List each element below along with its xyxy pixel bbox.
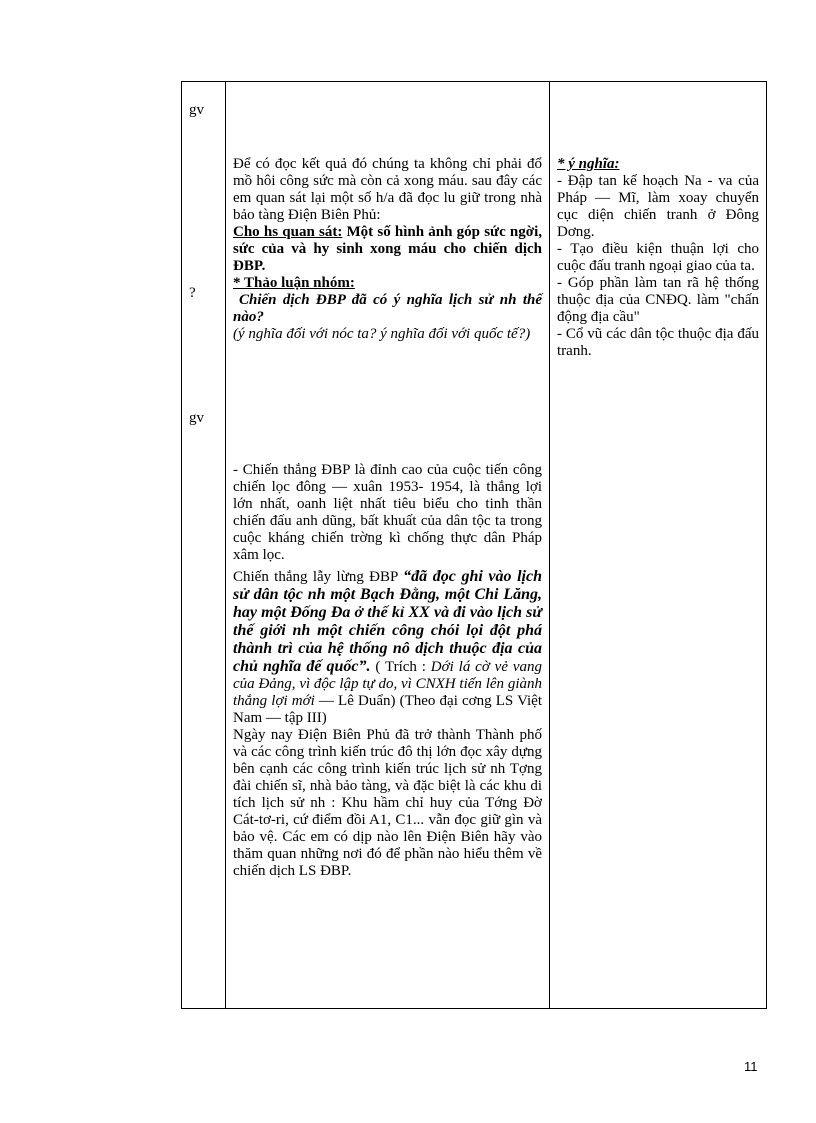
- cite-tail: — Lê Duẩn) (Theo đại cơng LS Việt Nam — tập III): [233, 693, 543, 726]
- discussion-label: * Thảo luận nhóm:: [233, 275, 355, 291]
- lesson-table: [181, 81, 767, 1009]
- cite-lead: ( Trích :: [370, 659, 431, 675]
- column-divider-left: [225, 82, 226, 1008]
- significance-item: - Tạo điều kiện thuận lợi cho cuộc đấu tranh ngoại giao của ta.: [557, 241, 759, 274]
- observe-paragraph: [233, 224, 542, 275]
- victory-paragraph: - Chiến thắng ĐBP là đỉnh cao của cuộc tiến công chiến lọc đông — xuân 1953- 1954, là thắng lợi lớn nhất, oanh liệt nhất tiêu biểu cho tinh thần chiến đấu anh dũng, bất khuất của dân tộc ta trong cuộc kháng chiến trờng kì chống thực dân Pháp xâm lọc.: [233, 462, 542, 563]
- significance-item: - Đập tan kế hoạch Na - va của Pháp — Mĩ, làm xoay chuyển cục diện chiến tranh ở Đông Dơng.: [557, 173, 759, 240]
- significance-item: - Góp phần làm tan rã hệ thống thuộc địa của CNĐQ. làm "chấn động địa cầu": [557, 275, 759, 325]
- quote-paragraph: [233, 568, 542, 727]
- quote-text: “đã đọc ghi vào lịch sử dân tộc nh một Bạch Đằng, một Chi Lăng, hay một Đống Đa ở thế kỉ XX và đi vào lịch sử thế giới nh một chiến công chói lọi đột phá thành trì của hệ thống nô dịch thuộc địa của chủ nghĩa đế quốc”.: [233, 568, 542, 675]
- observe-text: Một số hình ảnh góp sức ngời, sức của và hy sinh xong máu cho chiến dịch ĐBP.: [233, 224, 542, 274]
- today-paragraph: Ngày nay Điện Biên Phủ đã trở thành Thành phố và các công trình kiến trúc đô thị lớn đọc xây dựng bên cạnh các công trình kiến trúc lịch sử nh Tợng đài chiến sĩ, nhà bảo tàng, và đặc biệt là các khu di tích lịch sử nh : Khu hầm chỉ huy của Tớng Đờ Cát-tơ-ri, cứ điểm đồi A1, C1... vẫn đọc giữ gìn và bảo vệ. Các em có dịp nào lên Điện Biên hãy vào thăm quan những nơi đó để phần nào hiểu thêm về chiến dịch LS ĐBP.: [233, 727, 542, 879]
- question-mark-note: ?: [189, 285, 196, 301]
- discussion-sub-question: (ý nghĩa đối với nóc ta? ý nghĩa đối với quốc tế?): [233, 326, 531, 342]
- significance-block: [557, 156, 759, 360]
- significance-item: - Cổ vũ các dân tộc thuộc địa đấu tranh.: [557, 326, 759, 359]
- activity-block: [233, 156, 542, 343]
- observe-label: Cho hs quan sát:: [233, 224, 343, 240]
- page-number: 11: [744, 1059, 758, 1074]
- teacher-note-1: gv: [189, 102, 204, 118]
- discussion-question: Chiến dịch ĐBP đã có ý nghĩa lịch sử nh thế nào?: [233, 292, 542, 325]
- intro-paragraph: Để có đọc kết quả đó chúng ta không chỉ phải đổ mồ hôi công sức mà còn cả xong máu. sau đây các em quan sát lại một số h/a đã đọc lu giữ trong nhà bảo tàng Điện Biên Phủ:: [233, 156, 542, 223]
- answer-block: [233, 462, 542, 880]
- column-divider-right: [549, 82, 550, 1008]
- significance-heading: * ý nghĩa:: [557, 156, 620, 172]
- teacher-note-2: gv: [189, 410, 204, 426]
- quote-lead: Chiến thắng lẫy lừng ĐBP: [233, 569, 404, 585]
- cite-title: Dới lá cờ vẻ vang của Đảng, vì độc lập tự do, vì CNXH tiến lên giành thắng lợi mới: [233, 659, 542, 709]
